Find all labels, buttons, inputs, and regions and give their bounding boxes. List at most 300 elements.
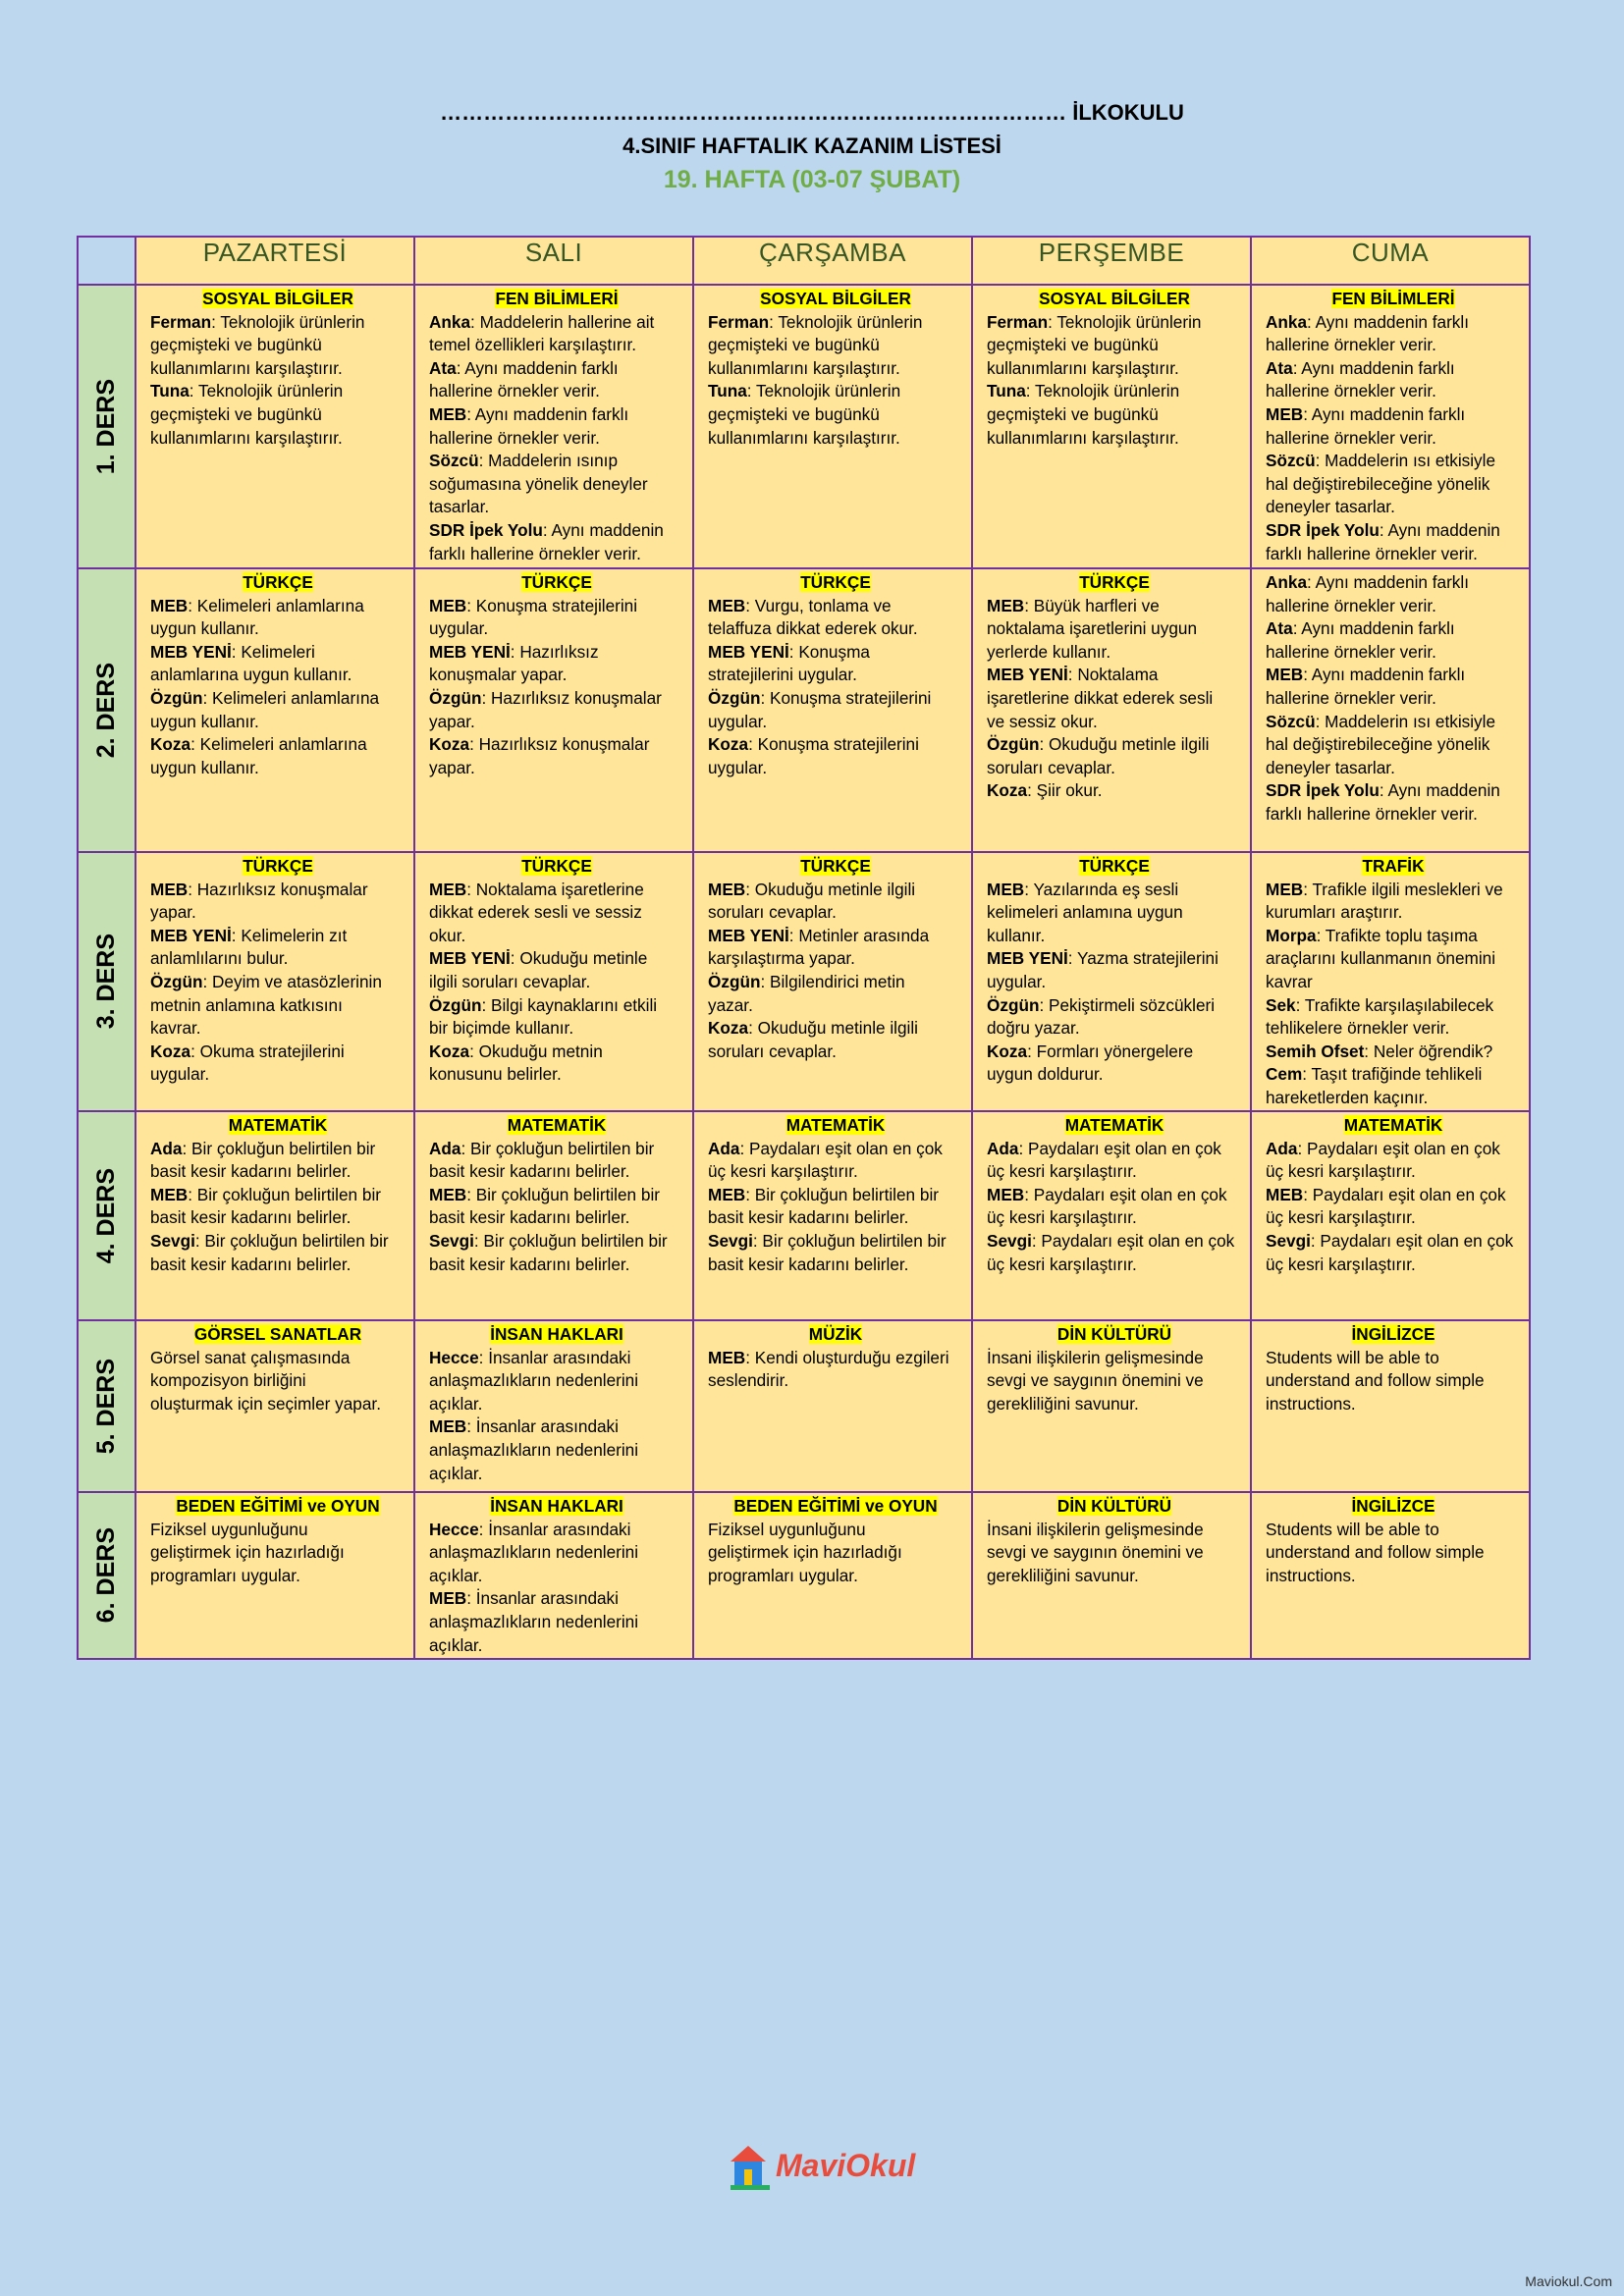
publisher-name: MEB [1266,665,1304,685]
publisher-name: Sevgi [429,1230,474,1251]
publisher-name: Cem [1266,1064,1303,1085]
outcome-text: anlaşmazlıkların nedenlerini [429,1439,639,1460]
outcome-line [429,757,684,780]
outcome-line [1266,733,1521,757]
outcome-text: geçmişteki ve bugünkü [708,335,880,355]
outcome-line [150,1254,406,1277]
footer-url: Maviokul.Com [1525,2273,1612,2289]
outcome-line [429,311,684,335]
subject-label: İNSAN HAKLARI [490,1324,623,1344]
outcome-text: hallerine örnekler verir. [1266,641,1436,662]
publisher-name: MEB [987,879,1025,899]
outcome-line [429,334,684,357]
outcome-text: : Konuşma [788,641,870,662]
subject-label: TÜRKÇE [521,572,592,592]
subject-label: TÜRKÇE [1079,856,1150,876]
outcome-text: : Teknolojik ürünlerin [1048,311,1202,332]
outcome-text: bir biçimde kullanır. [429,1018,574,1039]
outcome-text: understand and follow simple [1266,1542,1485,1563]
subject-title [429,855,684,879]
lesson-row [78,1492,1530,1659]
outcome-text: farklı hallerine örnekler verir. [1266,543,1478,563]
subject-title [150,571,406,595]
subject-label: SOSYAL BİLGİLER [202,289,353,308]
outcome-text: gerekliliğini savunur. [987,1565,1139,1585]
publisher-name: SDR İpek Yolu [429,519,543,540]
subject-title [1266,288,1521,311]
subject-label: GÖRSEL SANATLAR [193,1324,362,1344]
publisher-name: MEB [150,879,189,899]
outcome-text: programları uygular. [708,1565,858,1585]
publisher-name: Anka [429,311,471,332]
outcome-line [150,757,406,780]
outcome-line [708,757,963,780]
lesson-row [78,568,1530,852]
outcome-line [987,1041,1242,1064]
outcome-line [1266,971,1521,994]
outcome-line [1266,803,1521,827]
publisher-name: Sevgi [708,1230,753,1251]
schedule-cell [693,1111,972,1320]
outcome-text: : Trafikle ilgili meslekleri ve [1303,879,1503,899]
outcome-text: kompozisyon birliğini [150,1370,306,1391]
subject-label: MATEMATİK [785,1115,886,1135]
outcome-text: understand and follow simple [1266,1370,1485,1391]
outcome-text: yerlerde kullanır. [987,641,1111,662]
outcome-line [987,380,1242,403]
outcome-text: gerekliliğini savunur. [987,1393,1139,1414]
outcome-text: uygun kullanır. [150,757,259,777]
outcome-line [429,901,684,925]
outcome-line [150,733,406,757]
outcome-line [987,1254,1242,1277]
outcome-line [1266,427,1521,451]
schedule-cell [693,1492,972,1659]
outcome-line [429,1439,684,1463]
outcome-line [1266,1063,1521,1087]
day-header-row [78,237,1530,285]
outcome-line [708,311,963,335]
outcome-line [1266,595,1521,618]
schedule-cell [693,285,972,568]
outcome-line [150,1541,406,1565]
outcome-line [1266,1393,1521,1416]
outcome-line [429,687,684,711]
outcome-text: : Noktalama işaretlerine [466,879,644,899]
outcome-line [150,380,406,403]
outcome-line [708,1160,963,1184]
outcome-line [429,496,684,519]
outcome-text: anlaşmazlıkların nedenlerini [429,1611,639,1631]
outcome-text: üç kesri karşılaştırır. [987,1254,1137,1274]
outcome-line [150,311,406,335]
outcome-line [987,403,1242,427]
outcome-line [429,1063,684,1087]
lesson-label: 3. DERS [92,934,120,1030]
outcome-text: tasarlar. [429,497,490,517]
outcome-line [987,1393,1242,1416]
outcome-line [429,1519,684,1542]
subject-label: SOSYAL BİLGİLER [1039,289,1190,308]
publisher-name: Özgün [987,994,1040,1015]
publisher-name: Sözcü [429,451,479,471]
subject-label: İNGİLİZCE [1351,1324,1435,1344]
outcome-text: yapar. [150,902,196,923]
outcome-text: : Okuma stratejilerini [190,1041,345,1061]
subject-label: MATEMATİK [228,1115,328,1135]
publisher-name: Koza [987,780,1028,801]
outcome-text: Students will be able to [1266,1519,1439,1539]
outcome-text: : Hazırlıksız [510,641,599,662]
outcome-text: : Teknolojik ürünlerin [1025,381,1180,401]
outcome-text: tehlikelere örnekler verir. [1266,1018,1450,1039]
outcome-text: : Bir çokluğun belirtilen bir [466,1184,660,1204]
outcome-text: üç kesri karşılaştırır. [987,1161,1137,1182]
day-header-tuesday: SALI [414,237,693,285]
schedule-cell [135,1320,414,1492]
outcome-text: : Paydaları eşit olan en çok [739,1138,943,1158]
subject-label: BEDEN EĞİTİMİ ve OYUN [176,1496,380,1516]
schedule-cell [414,852,693,1111]
publisher-name: MEB [1266,403,1304,424]
outcome-text: : Şiir okur. [1027,780,1103,801]
subject-title [429,1114,684,1138]
outcome-text: : Yazılarında eş sesli [1024,879,1179,899]
outcome-text: : Maddelerin ısı etkisiyle [1315,451,1496,471]
outcome-line [1266,1230,1521,1254]
outcome-line [708,1519,963,1542]
outcome-line [150,1184,406,1207]
outcome-line [1266,947,1521,971]
lesson-label-cell [78,1492,135,1659]
subject-label: MATEMATİK [1343,1115,1443,1135]
outcome-text: kullanımlarını karşılaştırır. [708,427,900,448]
lesson-label-cell [78,852,135,1111]
outcome-line [150,357,406,381]
outcome-line [429,1463,684,1486]
publisher-name: Sevgi [987,1230,1032,1251]
outcome-line [150,595,406,618]
publisher-name: Sevgi [1266,1230,1311,1251]
outcome-line [708,1230,963,1254]
publisher-name: Sözcü [1266,451,1316,471]
publisher-name: MEB YENİ [429,948,511,969]
subject-label: MATEMATİK [507,1115,607,1135]
outcome-text: : Paydaları eşit olan en çok [1310,1230,1514,1251]
outcome-text: açıklar. [429,1634,483,1655]
outcome-line [708,664,963,687]
outcome-line [987,1369,1242,1393]
outcome-text: geçmişteki ve bugünkü [150,403,322,424]
schedule-cell [972,1492,1251,1659]
outcome-line [987,1138,1242,1161]
publisher-name: MEB [987,1184,1025,1204]
outcome-line [987,711,1242,734]
outcome-text: kullanımlarını karşılaştırır. [987,357,1179,378]
publisher-name: Ada [987,1138,1019,1158]
schedule-cell [1251,568,1530,852]
publisher-name: MEB [1266,1184,1304,1204]
schedule-cell [1251,285,1530,568]
outcome-text: konuşmalar yapar. [429,665,568,685]
outcome-text: Görsel sanat çalışmasında [150,1347,351,1367]
outcome-line [708,879,963,902]
outcome-text: İnsani ilişkilerin gelişmesinde [987,1347,1204,1367]
outcome-line [1266,779,1521,803]
outcome-line [708,1254,963,1277]
outcome-text: sevgi ve saygının önemini ve [987,1542,1204,1563]
outcome-line [150,1565,406,1588]
outcome-line [429,994,684,1018]
outcome-line [987,1565,1242,1588]
outcome-text: : Aynı maddenin farklı [456,357,619,378]
outcome-line [429,519,684,543]
outcome-line [1266,1206,1521,1230]
outcome-line [429,1017,684,1041]
outcome-text: okur. [429,925,466,945]
outcome-text: kavrar. [150,1018,201,1039]
schedule-cell [1251,1111,1530,1320]
outcome-text: : Trafikte karşılaşılabilecek [1295,994,1494,1015]
outcome-line [429,543,684,566]
subject-label: İNSAN HAKLARI [490,1496,623,1516]
maviokul-logo [727,2140,916,2195]
subject-label: TÜRKÇE [521,856,592,876]
list-title: 4.SINIF HAFTALIK KAZANIM LİSTESİ [623,133,1001,158]
outcome-text: soruları cevaplar. [987,757,1115,777]
outcome-text: deneyler tasarlar. [1266,497,1395,517]
outcome-line [987,427,1242,451]
schedule-cell [972,285,1251,568]
outcome-text: geçmişteki ve bugünkü [708,403,880,424]
outcome-line [987,1184,1242,1207]
outcome-text: : Teknolojik ürünlerin [189,381,344,401]
outcome-line [987,595,1242,618]
schedule-cell [972,1111,1251,1320]
outcome-text: anlamlarına uygun kullanır. [150,665,352,685]
outcome-line [708,380,963,403]
outcome-text: : Hazırlıksız konuşmalar [469,734,650,755]
outcome-text: : Paydaları eşit olan en çok [1024,1184,1227,1204]
outcome-text: dikkat ederek sesli ve sessiz [429,902,642,923]
outcome-line [1266,1565,1521,1588]
schedule-cell [972,852,1251,1111]
outcome-text: kurumları araştırır. [1266,902,1403,923]
outcome-text: uygun kullanır. [150,618,259,639]
outcome-line [150,1138,406,1161]
publisher-name: Tuna [987,381,1026,401]
outcome-line [429,947,684,971]
outcome-line [987,757,1242,780]
outcome-line [1266,1041,1521,1064]
outcome-text: : Metinler arasında [788,925,930,945]
outcome-line [987,779,1242,803]
outcome-line [987,1017,1242,1041]
outcome-text: kullanımlarını karşılaştırır. [150,357,343,378]
outcome-text: anlaşmazlıkların nedenlerini [429,1542,639,1563]
outcome-line [429,1587,684,1611]
subject-label: TÜRKÇE [800,856,871,876]
outcome-line [429,595,684,618]
day-header-monday: PAZARTESİ [135,237,414,285]
schedule-table [77,236,1531,1660]
outcome-line [429,380,684,403]
outcome-text: programları uygular. [150,1565,300,1585]
outcome-line [429,403,684,427]
outcome-line [708,427,963,451]
outcome-text: : Aynı maddenin [1379,519,1500,540]
outcome-text: : İnsanlar arasındaki [466,1416,619,1437]
outcome-line [429,473,684,497]
outcome-line [1266,311,1521,335]
publisher-name: Ada [1266,1138,1298,1158]
outcome-text: : Maddelerin ısınıp [478,451,619,471]
outcome-text: hallerine örnekler verir. [429,427,600,448]
publisher-name: Ferman [987,311,1049,332]
outcome-line [429,1230,684,1254]
outcome-text: üç kesri karşılaştırır. [987,1207,1137,1228]
publisher-name: Koza [150,1041,191,1061]
outcome-line [1266,664,1521,687]
outcome-line [987,1347,1242,1370]
lesson-label: 4. DERS [92,1167,120,1264]
outcome-text: uygular. [150,1064,210,1085]
outcome-line [708,1206,963,1230]
outcome-text: işaretlerine dikkat ederek sesli [987,687,1214,708]
outcome-text: : Konuşma stratejilerini [748,734,919,755]
logo-text: MaviOkul [776,2148,916,2183]
outcome-line [150,1519,406,1542]
schedule-cell [414,1492,693,1659]
publisher-name: Tuna [150,381,189,401]
subject-title [150,1323,406,1347]
publisher-name: Sözcü [1266,711,1316,731]
outcome-text: : Paydaları eşit olan en çok [1031,1230,1235,1251]
outcome-line [150,1041,406,1064]
outcome-line [429,664,684,687]
outcome-text: : Kelimeleri anlamlarına [202,687,380,708]
outcome-text: : Kendi oluşturduğu ezgileri [745,1347,949,1367]
outcome-text: açıklar. [429,1393,483,1414]
lesson-label: 6. DERS [92,1527,120,1624]
outcome-line [150,925,406,948]
outcome-text: araçlarını kullanmanın önemini [1266,948,1496,969]
outcome-line [987,1160,1242,1184]
publisher-name: Ata [1266,357,1293,378]
publisher-name: Semih Ofset [1266,1041,1365,1061]
outcome-text: : Aynı maddenin farklı [1292,357,1455,378]
outcome-text: oluşturmak için seçimler yapar. [150,1393,381,1414]
outcome-text: hareketlerden kaçınır. [1266,1087,1429,1107]
outcome-text: : Kelimeleri anlamlarına [188,595,364,615]
publisher-name: MEB [708,1184,746,1204]
publisher-name: Sek [1266,994,1296,1015]
outcome-text: : Neler öğrendik? [1364,1041,1493,1061]
outcome-line [150,1063,406,1087]
outcome-line [1266,617,1521,641]
outcome-text: İnsani ilişkilerin gelişmesinde [987,1519,1204,1539]
outcome-text: : Teknolojik ürünlerin [769,311,923,332]
publisher-name: Anka [1266,572,1308,592]
outcome-text: : Yazma stratejilerini [1067,948,1218,969]
publisher-name: MEB YENİ [429,641,511,662]
outcome-text: Students will be able to [1266,1347,1439,1367]
outcome-text: sevgi ve saygının önemini ve [987,1370,1204,1391]
outcome-text: : Maddelerin ısı etkisiyle [1315,711,1496,731]
outcome-text: hallerine örnekler verir. [1266,687,1436,708]
outcome-line [708,1184,963,1207]
outcome-text: kelimeleri anlamına uygun [987,902,1183,923]
subject-label: TÜRKÇE [1079,572,1150,592]
publisher-name: MEB [1266,879,1304,899]
outcome-line [150,1017,406,1041]
outcome-text: : Konuşma stratejilerini [466,595,638,615]
schedule-cell [693,852,972,1111]
outcome-text: kullanır. [987,925,1046,945]
publisher-name: MEB [429,595,467,615]
outcome-text: hallerine örnekler verir. [1266,427,1436,448]
lesson-row [78,1111,1530,1320]
outcome-line [708,733,963,757]
outcome-line [429,617,684,641]
outcome-text: yapar. [429,757,475,777]
schedule-cell [135,568,414,852]
outcome-line [708,1017,963,1041]
outcome-line [1266,334,1521,357]
outcome-line [1266,1254,1521,1277]
outcome-text: : Aynı maddenin [1379,780,1500,801]
outcome-line [429,1369,684,1393]
outcome-line [429,450,684,473]
lesson-label: 1. DERS [92,378,120,475]
outcome-text: : Pekiştirmeli sözcükleri [1039,994,1216,1015]
outcome-text: farklı hallerine örnekler verir. [1266,803,1478,824]
outcome-text: : Hazırlıksız konuşmalar [481,687,662,708]
subject-title [987,288,1242,311]
outcome-line [150,641,406,665]
outcome-text: : Paydaları eşit olan en çok [1297,1138,1500,1158]
outcome-text: kavrar [1266,971,1313,991]
outcome-text: farklı hallerine örnekler verir. [429,543,641,563]
outcome-text: karşılaştırma yapar. [708,948,855,969]
publisher-name: MEB [708,1347,746,1367]
outcome-text: : Hazırlıksız konuşmalar [188,879,368,899]
outcome-text: hal değiştirebileceğine yönelik [1266,734,1490,755]
outcome-text: uygun doldurur. [987,1064,1104,1085]
subject-label: DİN KÜLTÜRÜ [1056,1496,1172,1516]
outcome-line [987,947,1242,971]
outcome-text: kullanımlarını karşılaştırır. [987,427,1179,448]
outcome-text: uygular. [708,711,768,731]
outcome-text: : Okuduğu metnin [469,1041,603,1061]
outcome-line [1266,1369,1521,1393]
schedule-cell [414,285,693,568]
lesson-label-cell [78,1111,135,1320]
outcome-line [1266,519,1521,543]
outcome-text: : Okuduğu metinle ilgili [1039,734,1210,755]
outcome-line [429,427,684,451]
outcome-line [150,1369,406,1393]
outcome-text: : Aynı maddenin farklı [1307,572,1469,592]
outcome-text: deneyler tasarlar. [1266,757,1395,777]
schedule-cell [972,568,1251,852]
outcome-text: : Aynı maddenin farklı [466,403,629,424]
outcome-text: geliştirmek için hazırladığı [708,1542,902,1563]
subject-label: FEN BİLİMLERİ [495,289,619,308]
outcome-line [429,879,684,902]
outcome-line [708,1541,963,1565]
outcome-text: seslendirir. [708,1370,789,1391]
